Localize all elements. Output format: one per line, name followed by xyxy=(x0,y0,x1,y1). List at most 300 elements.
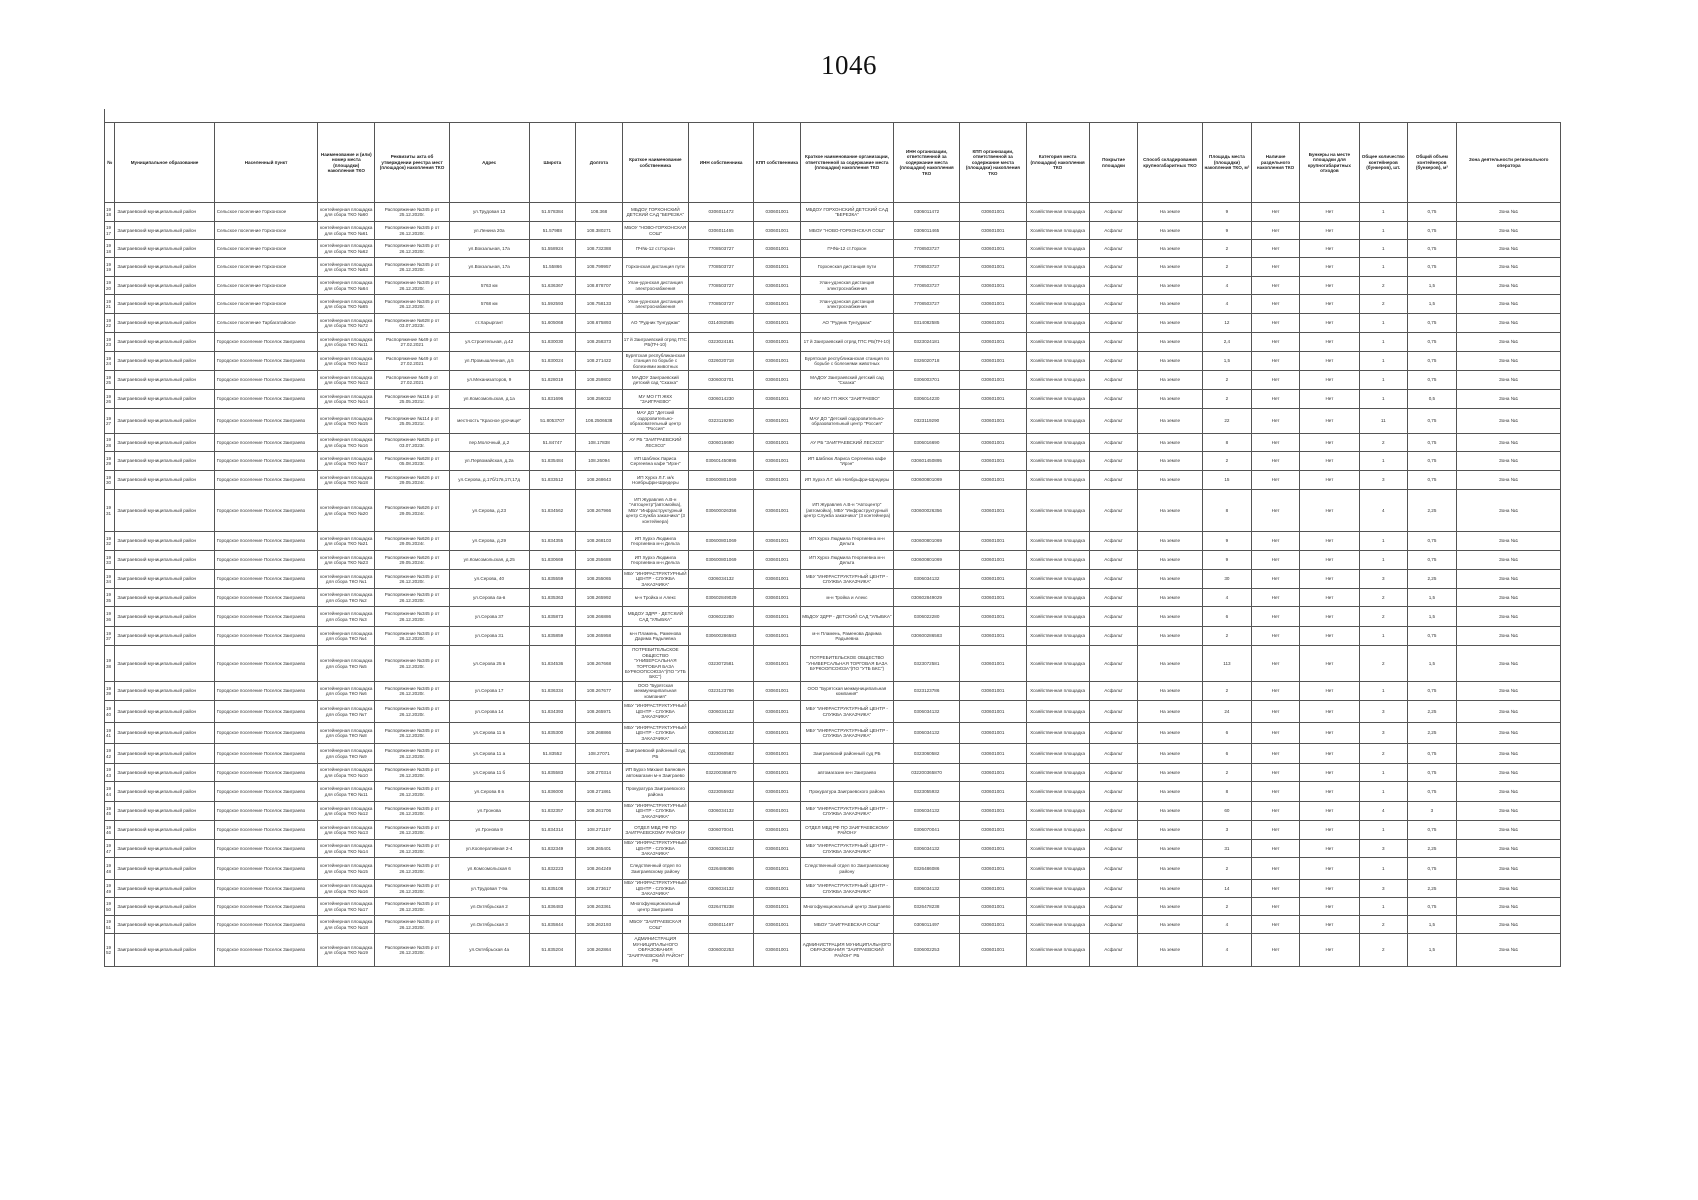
table-cell: Асфальт xyxy=(1089,295,1138,314)
table-cell: Асфальт xyxy=(1089,916,1138,934)
table-cell: 030601001 xyxy=(754,240,801,258)
table-cell: Нет xyxy=(1252,682,1300,701)
table-cell: Хозяйственная площадка xyxy=(1026,551,1089,570)
table-cell: 51.57988 xyxy=(529,222,576,240)
table-cell: 030601001 xyxy=(754,277,801,295)
table-cell: 0,5 xyxy=(1407,390,1457,409)
table-cell: Нет xyxy=(1252,934,1300,967)
table-cell: Заиграевский муниципальный район xyxy=(115,607,214,627)
table-cell: 0306034132 xyxy=(688,880,753,898)
table-row xyxy=(105,916,1561,934)
table-cell: 2 xyxy=(1202,627,1252,646)
table-cell: 2 xyxy=(1359,646,1407,682)
table-cell: Многофункциональный центр Заиграево xyxy=(622,898,688,916)
table-cell: Зона №1 xyxy=(1457,858,1561,880)
table-cell: Нет xyxy=(1252,203,1300,222)
table-row xyxy=(105,682,1561,701)
table-row xyxy=(105,434,1561,452)
table-cell: 3 xyxy=(1359,880,1407,898)
table-cell: 108.262193 xyxy=(576,916,623,934)
column-header: № xyxy=(105,123,115,203)
table-cell: контейнерная площадка для сбора ТКО №61 xyxy=(318,222,375,240)
table-cell: Городское поселение Поселок Заиграево xyxy=(214,858,318,880)
table-cell: 17 й Заиграевский отряд ГПС РБ(ПЧ-10) xyxy=(622,333,688,352)
table-cell: Нет xyxy=(1299,532,1359,551)
table-cell: 51.835484 xyxy=(529,452,576,471)
table-cell: ИП Шаблюк Лариса Сергеевна кафе "Ирэн" xyxy=(622,452,688,471)
table-cell: На земле xyxy=(1138,701,1202,723)
table-cell: 1921 xyxy=(105,295,115,314)
table-cell: ПЧ№-12 ст.Горхон xyxy=(800,240,893,258)
table-cell: АУ РБ "ЗАИГРАЕВСКИЙ ЛЕСХОЗ" xyxy=(622,434,688,452)
table-cell: Хозяйственная площадка xyxy=(1026,898,1089,916)
table-cell: 030601001 xyxy=(960,570,1026,589)
table-cell: Асфальт xyxy=(1089,934,1138,967)
table-cell: контейнерная площадка для сбора ТКО №1 xyxy=(318,570,375,589)
table-cell: 1924 xyxy=(105,352,115,371)
table-row xyxy=(105,744,1561,764)
table-cell: 108.262864 xyxy=(576,934,623,967)
table-cell: 030601001 xyxy=(754,802,801,821)
table-cell: 030601001 xyxy=(754,471,801,490)
table-cell: 1950 xyxy=(105,898,115,916)
table-cell: Горхонская дистанция пути xyxy=(622,258,688,277)
table-cell: 0,75 xyxy=(1407,744,1457,764)
table-cell: 4 xyxy=(1202,277,1252,295)
table-cell: Распоряжение №345 р от 26.12.2020г. xyxy=(375,916,450,934)
table-cell: Заиграевский муниципальный район xyxy=(115,682,214,701)
table-cell: ул.Комсомольская, д.25 xyxy=(449,551,529,570)
table-row xyxy=(105,782,1561,802)
table-cell: Городское поселение Поселок Заиграево xyxy=(214,627,318,646)
table-cell: Городское поселение Поселок Заиграево xyxy=(214,701,318,723)
table-cell: МАУ ДО "Детский оздоровительно-образовательный центр "Россия" xyxy=(800,409,893,434)
table-cell: Городское поселение Поселок Заиграево xyxy=(214,434,318,452)
table-cell: Зона №1 xyxy=(1457,764,1561,782)
table-cell: 51.830030 xyxy=(529,333,576,352)
table-cell: 108.267966 xyxy=(576,490,623,532)
table-cell: 030601001 xyxy=(960,371,1026,390)
table-cell: Заиграевский муниципальный район xyxy=(115,333,214,352)
table-cell: 1,5 xyxy=(1407,295,1457,314)
table-cell: 51.835873 xyxy=(529,607,576,627)
table-cell: На земле xyxy=(1138,240,1202,258)
table-row xyxy=(105,295,1561,314)
table-cell: 30 xyxy=(1202,570,1252,589)
table-cell: 5763 км xyxy=(449,277,529,295)
table-cell: 030601001 xyxy=(754,222,801,240)
table-cell: Заиграевский муниципальный район xyxy=(115,880,214,898)
table-cell: 108.267668 xyxy=(576,646,623,682)
table-cell: 108.259802 xyxy=(576,371,623,390)
table-cell: 1 xyxy=(1359,452,1407,471)
table-cell: 1929 xyxy=(105,452,115,471)
table-cell: 108.268103 xyxy=(576,532,623,551)
table-cell: 2,4 xyxy=(1202,333,1252,352)
table-cell: Асфальт xyxy=(1089,898,1138,916)
table-cell: 2 xyxy=(1359,934,1407,967)
table-cell: 030600801069 xyxy=(894,471,960,490)
table-cell: 0306034132 xyxy=(894,701,960,723)
table-cell: 51.834562 xyxy=(529,490,576,532)
column-header: Бункеры на месте площадки для крупногабаритных отходов xyxy=(1299,123,1359,203)
table-cell: 2 xyxy=(1359,589,1407,607)
table-cell: Заиграевский муниципальный район xyxy=(115,452,214,471)
table-cell: Нет xyxy=(1252,314,1300,333)
table-cell: Асфальт xyxy=(1089,723,1138,744)
table-cell: 9 xyxy=(1202,222,1252,240)
table-cell: 113 xyxy=(1202,646,1252,682)
table-cell: Зона №1 xyxy=(1457,390,1561,409)
table-cell: 108.2506638 xyxy=(576,409,623,434)
table-cell: 51.832357 xyxy=(529,802,576,821)
table-cell: На земле xyxy=(1138,782,1202,802)
table-row xyxy=(105,934,1561,967)
table-cell: МБУ "ИНФРАСТРУКТУРНЫЙ ЦЕНТР - СЛУЖБА ЗАКАЗЧИКА" xyxy=(624,570,687,587)
table-cell: 0306014230 xyxy=(688,390,753,409)
table-cell: 51.833512 xyxy=(529,471,576,490)
table-cell: Заиграевский муниципальный район xyxy=(115,916,214,934)
table-cell: 1951 xyxy=(105,916,115,934)
table-row xyxy=(105,409,1561,434)
table-cell: 3 xyxy=(1407,802,1457,821)
table-cell: 0,75 xyxy=(1407,764,1457,782)
table-cell: 1 xyxy=(1359,333,1407,352)
table-cell: 108.263361 xyxy=(576,898,623,916)
table-cell: Нет xyxy=(1252,490,1300,532)
table-cell: Хозяйственная площадка xyxy=(1026,314,1089,333)
table-cell: Нет xyxy=(1299,333,1359,352)
table-cell: Заиграевский муниципальный район xyxy=(115,627,214,646)
table-cell: Заиграевский муниципальный район xyxy=(115,934,214,967)
table-cell: 2,25 xyxy=(1407,701,1457,723)
column-header: Категория места (площадки) накопления ТКО xyxy=(1026,123,1089,203)
table-cell: Нет xyxy=(1299,314,1359,333)
column-header: Общий объем контейнеров (бункеров), м³ xyxy=(1407,123,1457,203)
table-cell: 1 xyxy=(1359,371,1407,390)
table-cell: 0306034132 xyxy=(894,880,960,898)
table-cell: 030601001 xyxy=(754,203,801,222)
table-cell: 030601001 xyxy=(754,589,801,607)
table-cell: 1942 xyxy=(105,744,115,764)
table-cell: Бурятская республиканская станция по борьбе с болезнями животных xyxy=(622,352,688,371)
table-cell: 2 xyxy=(1359,434,1407,452)
table-cell: Заиграевский муниципальный район xyxy=(115,802,214,821)
table-cell: 1948 xyxy=(105,858,115,880)
table-cell: 030601001 xyxy=(960,352,1026,371)
table-cell: 1 xyxy=(1359,390,1407,409)
table-cell: На земле xyxy=(1138,434,1202,452)
table-cell: Распоряжение №345 р от 26.12.2020г. xyxy=(375,646,450,682)
table-cell: 1 xyxy=(1359,551,1407,570)
table-cell: Городское поселение Поселок Заиграево xyxy=(214,934,318,967)
table-cell: Заиграевский муниципальный район xyxy=(115,744,214,764)
table-cell: 0,75 xyxy=(1407,821,1457,840)
table-cell: 030601001 xyxy=(960,802,1026,821)
table-cell: 030601001 xyxy=(960,607,1026,627)
table-cell: 0323072581 xyxy=(688,646,753,682)
table-cell: 0,75 xyxy=(1407,203,1457,222)
table-cell: МБОУ "ЗАИГРАЕВСКАЯ СОШ" xyxy=(800,916,893,934)
table-cell: 7708503727 xyxy=(688,258,753,277)
table-cell: 108.271861 xyxy=(576,782,623,802)
table-row xyxy=(105,240,1561,258)
table-cell: 108.265401 xyxy=(576,840,623,858)
table-cell: ИП Хурхэ Людмила Георгиевна м-н Дельта xyxy=(800,551,893,570)
table-cell: На земле xyxy=(1138,409,1202,434)
table-cell: 108.255688 xyxy=(576,551,623,570)
table-cell: 6 xyxy=(1202,607,1252,627)
table-cell: Заиграевский муниципальный район xyxy=(115,258,214,277)
table-cell: 0323123786 xyxy=(688,682,753,701)
table-cell: 1 xyxy=(1359,222,1407,240)
table-cell: ул.Вокзальная, 17а xyxy=(449,240,529,258)
table-cell: ул.Механизаторов, 9 xyxy=(449,371,529,390)
table-cell: 0,75 xyxy=(1407,240,1457,258)
table-cell: 51.835583 xyxy=(529,764,576,782)
table-cell: Зона №1 xyxy=(1457,570,1561,589)
table-cell: 0306011465 xyxy=(688,222,753,240)
table-cell: 51.558924 xyxy=(529,240,576,258)
table-cell: 030600286583 xyxy=(688,627,753,646)
table-cell: Нет xyxy=(1299,723,1359,744)
table-cell: 030601001 xyxy=(754,333,801,352)
table-cell: 2 xyxy=(1359,277,1407,295)
table-cell: Нет xyxy=(1252,551,1300,570)
table-cell: 0306070041 xyxy=(894,821,960,840)
table-cell: 1,5 xyxy=(1407,589,1457,607)
table-cell: ИП Бурхэ Михаил Баянович автомагазин м-н Заиграево xyxy=(622,764,688,782)
table-cell: На земле xyxy=(1138,916,1202,934)
table-cell: Асфальт xyxy=(1089,390,1138,409)
table-cell: 51.836000 xyxy=(529,782,576,802)
table-cell: На земле xyxy=(1138,858,1202,880)
table-cell: 12 xyxy=(1202,314,1252,333)
table-cell: Городское поселение Поселок Заиграево xyxy=(214,723,318,744)
table-cell: Нет xyxy=(1299,589,1359,607)
table-cell: 0306034132 xyxy=(894,802,960,821)
column-header: Зона деятельности регионального оператора xyxy=(1457,123,1561,203)
table-cell: м-н Пламень, Раменова Дарима Радьяевна xyxy=(800,627,893,646)
table-cell: Заиграевский муниципальный район xyxy=(115,570,214,589)
table-cell: Нет xyxy=(1299,277,1359,295)
table-cell: Нет xyxy=(1299,627,1359,646)
table-cell: Зона №1 xyxy=(1457,277,1561,295)
table-cell: ИП Журавлев А.В-н "Автоцентр"(автомойка), МБУ "Инфраструктурный центр Служба заказчика" (3 контейнера) xyxy=(800,490,893,532)
table-cell: контейнерная площадка для сбора ТКО №7 xyxy=(318,701,375,723)
table-cell: Асфальт xyxy=(1089,471,1138,490)
table-cell: 0306011472 xyxy=(688,203,753,222)
table-cell: 0323119290 xyxy=(894,409,960,434)
table-cell: 51.830024 xyxy=(529,352,576,371)
table-cell: 4 xyxy=(1202,916,1252,934)
table-cell: 030601001 xyxy=(754,314,801,333)
table-cell: Нет xyxy=(1299,646,1359,682)
table-cell: Нет xyxy=(1252,589,1300,607)
table-cell: Распоряжение №345 р от 26.12.2020г. xyxy=(375,723,450,744)
table-cell: ул.Ленина 20а xyxy=(449,222,529,240)
table-cell: Распоряжение №345 р от 26.12.2020г. xyxy=(375,821,450,840)
table-cell: Распоряжение №49 р от 27.02.2021 xyxy=(375,352,450,371)
table-cell: Хозяйственная площадка xyxy=(1026,352,1089,371)
table-cell: ИП Шаблюк Лариса Сергеевна кафе "Ирэн" xyxy=(800,452,893,471)
table-cell: На земле xyxy=(1138,646,1202,682)
table-cell: ПЧ№-12 ст.Горхон xyxy=(622,240,688,258)
table-row xyxy=(105,333,1561,352)
table-row xyxy=(105,277,1561,295)
table-cell: На земле xyxy=(1138,880,1202,898)
table-cell: 1,5 xyxy=(1202,352,1252,371)
table-cell: 108.258373 xyxy=(576,333,623,352)
table-cell: Заиграевский муниципальный район xyxy=(115,723,214,744)
table-cell: Нет xyxy=(1299,570,1359,589)
table-cell: 51.828019 xyxy=(529,371,576,390)
table-cell: На земле xyxy=(1138,390,1202,409)
table-cell: Заиграевский муниципальный район xyxy=(115,858,214,880)
table-cell: МБОУ "НОВО-ГОРХОНСКАЯ СОШ" xyxy=(622,222,688,240)
table-cell: контейнерная площадка для сбора ТКО №20 xyxy=(318,490,375,532)
table-cell: 0306034132 xyxy=(688,701,753,723)
table-cell: контейнерная площадка для сбора ТКО №15 xyxy=(318,858,375,880)
table-cell: Зона №1 xyxy=(1457,802,1561,821)
table-cell: 030601001 xyxy=(960,898,1026,916)
table-row xyxy=(105,352,1561,371)
table-cell: Распоряжение №345 р от 26.12.2020г. xyxy=(375,627,450,646)
table-cell: автомагазин м-н Заиграево xyxy=(800,764,893,782)
table-cell: На земле xyxy=(1138,551,1202,570)
table-cell: Асфальт xyxy=(1089,314,1138,333)
table-cell: Сельское поселение Горхонское xyxy=(214,277,318,295)
table-cell: 0323024181 xyxy=(688,333,753,352)
table-cell: Распоряжение №345 р от 26.12.2020г. xyxy=(375,295,450,314)
table-cell: Заиграевский муниципальный район xyxy=(115,295,214,314)
table-cell: ул.Серова 25 в xyxy=(449,646,529,682)
table-cell: Сельское поселение Тарбагатайское xyxy=(214,314,318,333)
table-cell: 1944 xyxy=(105,782,115,802)
table-cell: Хозяйственная площадка xyxy=(1026,333,1089,352)
table-cell: Асфальт xyxy=(1089,240,1138,258)
table-cell: На земле xyxy=(1138,682,1202,701)
table-cell: 0306022280 xyxy=(688,607,753,627)
table-cell: Асфальт xyxy=(1089,589,1138,607)
table-cell: 030601001 xyxy=(960,840,1026,858)
table-cell: Нет xyxy=(1252,744,1300,764)
table-cell: Нет xyxy=(1252,295,1300,314)
table-cell: Нет xyxy=(1299,880,1359,898)
table-cell: 0306034132 xyxy=(894,570,960,589)
table-cell: 0306034132 xyxy=(688,802,753,821)
column-header: Наличие раздельного накопления ТКО xyxy=(1252,123,1300,203)
table-cell: 030601001 xyxy=(754,898,801,916)
table-cell: 2 xyxy=(1202,258,1252,277)
table-cell: 4 xyxy=(1359,802,1407,821)
table-cell: 0,75 xyxy=(1407,627,1457,646)
table-cell: 7708503727 xyxy=(688,240,753,258)
table-cell: 0,75 xyxy=(1407,452,1457,471)
table-cell: Асфальт xyxy=(1089,222,1138,240)
table-cell: 108.267677 xyxy=(576,682,623,701)
column-header: Краткое наименование организации, ответственной за содержание места (площадки) накопления ТКО xyxy=(800,123,893,203)
table-cell: 1925 xyxy=(105,371,115,390)
table-cell: 51.835204 xyxy=(529,934,576,967)
table-cell: На земле xyxy=(1138,258,1202,277)
table-cell: На земле xyxy=(1138,532,1202,551)
table-cell: Хозяйственная площадка xyxy=(1026,858,1089,880)
table-cell: Асфальт xyxy=(1089,764,1138,782)
table-cell: Заиграевский районный суд РБ xyxy=(800,744,893,764)
table-cell: контейнерная площадка для сбора ТКО №9 xyxy=(318,744,375,764)
table-cell: Сельское поселение Горхонское xyxy=(214,203,318,222)
table-cell: Распоряжение №345 р от 26.12.2020г. xyxy=(375,898,450,916)
table-cell: 0,75 xyxy=(1407,222,1457,240)
table-cell: Нет xyxy=(1299,607,1359,627)
table-cell: пер.Молочный, д.2 xyxy=(449,434,529,452)
table-row xyxy=(105,532,1561,551)
table-cell: 0323060582 xyxy=(688,744,753,764)
table-cell: 2 xyxy=(1359,607,1407,627)
table-cell: Хозяйственная площадка xyxy=(1026,222,1089,240)
table-cell: контейнерная площадка для сбора ТКО №11 xyxy=(318,782,375,802)
table-cell: 1919 xyxy=(105,258,115,277)
table-cell: Сельское поселение Горхонское xyxy=(214,295,318,314)
table-cell: ИП Журавлев А.В-н "Автоцентр"(автомойка), МБУ "Инфраструктурный центр Служба заказчика" (3 контейнера) xyxy=(622,490,688,532)
table-cell: 0323024181 xyxy=(894,333,960,352)
table-cell: Заиграевский муниципальный район xyxy=(115,821,214,840)
table-cell: Распоряжение №49 р от 27.02.2021 xyxy=(375,333,450,352)
table-cell: Нет xyxy=(1299,802,1359,821)
table-cell: 0,75 xyxy=(1407,858,1457,880)
table-cell: ул.Октябрьская 3 xyxy=(449,916,529,934)
table-cell: 108.268866 xyxy=(576,723,623,744)
table-cell: Распоряжение №626 р от 29.05.2024г. xyxy=(375,471,450,490)
table-cell: 0306034132 xyxy=(894,840,960,858)
table-cell: 0306070041 xyxy=(688,821,753,840)
table-cell: контейнерная площадка для сбора ТКО №63 xyxy=(318,258,375,277)
table-cell: 0,75 xyxy=(1407,434,1457,452)
table-cell: 51.831696 xyxy=(529,390,576,409)
table-cell: Городское поселение Поселок Заиграево xyxy=(214,371,318,390)
table-cell: МБОУ "НОВО-ГОРХОНСКАЯ СОШ" xyxy=(800,222,893,240)
table-cell: ул.Серова 4а-в xyxy=(449,589,529,607)
table-cell: 030600801069 xyxy=(894,551,960,570)
table-cell: 1922 xyxy=(105,314,115,333)
table-cell: 7708503727 xyxy=(894,258,960,277)
table-cell: ул.Гронова xyxy=(449,802,529,821)
table-cell: 1930 xyxy=(105,471,115,490)
table-cell: 51.55866 xyxy=(529,258,576,277)
table-cell: 030601001 xyxy=(960,723,1026,744)
table-cell: Асфальт xyxy=(1089,821,1138,840)
table-cell: Зона №1 xyxy=(1457,333,1561,352)
table-cell: ул.Октябрьская 2 xyxy=(449,898,529,916)
column-header: Краткое наименование собственника xyxy=(622,123,688,203)
table-cell: Хозяйственная площадка xyxy=(1026,570,1089,589)
table-cell: МБУ "ИНФРАСТРУКТУРНЫЙ ЦЕНТР - СЛУЖБА ЗАКАЗЧИКА" xyxy=(624,802,687,819)
table-cell: Нет xyxy=(1299,258,1359,277)
table-cell: Хозяйственная площадка xyxy=(1026,258,1089,277)
table-cell: Асфальт xyxy=(1089,258,1138,277)
table-cell: 51.832223 xyxy=(529,858,576,880)
table-cell: Асфальт xyxy=(1089,352,1138,371)
table-cell: Нет xyxy=(1299,409,1359,434)
table-cell: 108.271107 xyxy=(576,821,623,840)
table-cell: Заиграевский муниципальный район xyxy=(115,532,214,551)
table-cell: Хозяйственная площадка xyxy=(1026,916,1089,934)
table-cell: Заиграевский муниципальный район xyxy=(115,589,214,607)
table-cell: 030601001 xyxy=(754,916,801,934)
table-cell: Заиграевский муниципальный район xyxy=(115,764,214,782)
table-cell: Нет xyxy=(1252,607,1300,627)
